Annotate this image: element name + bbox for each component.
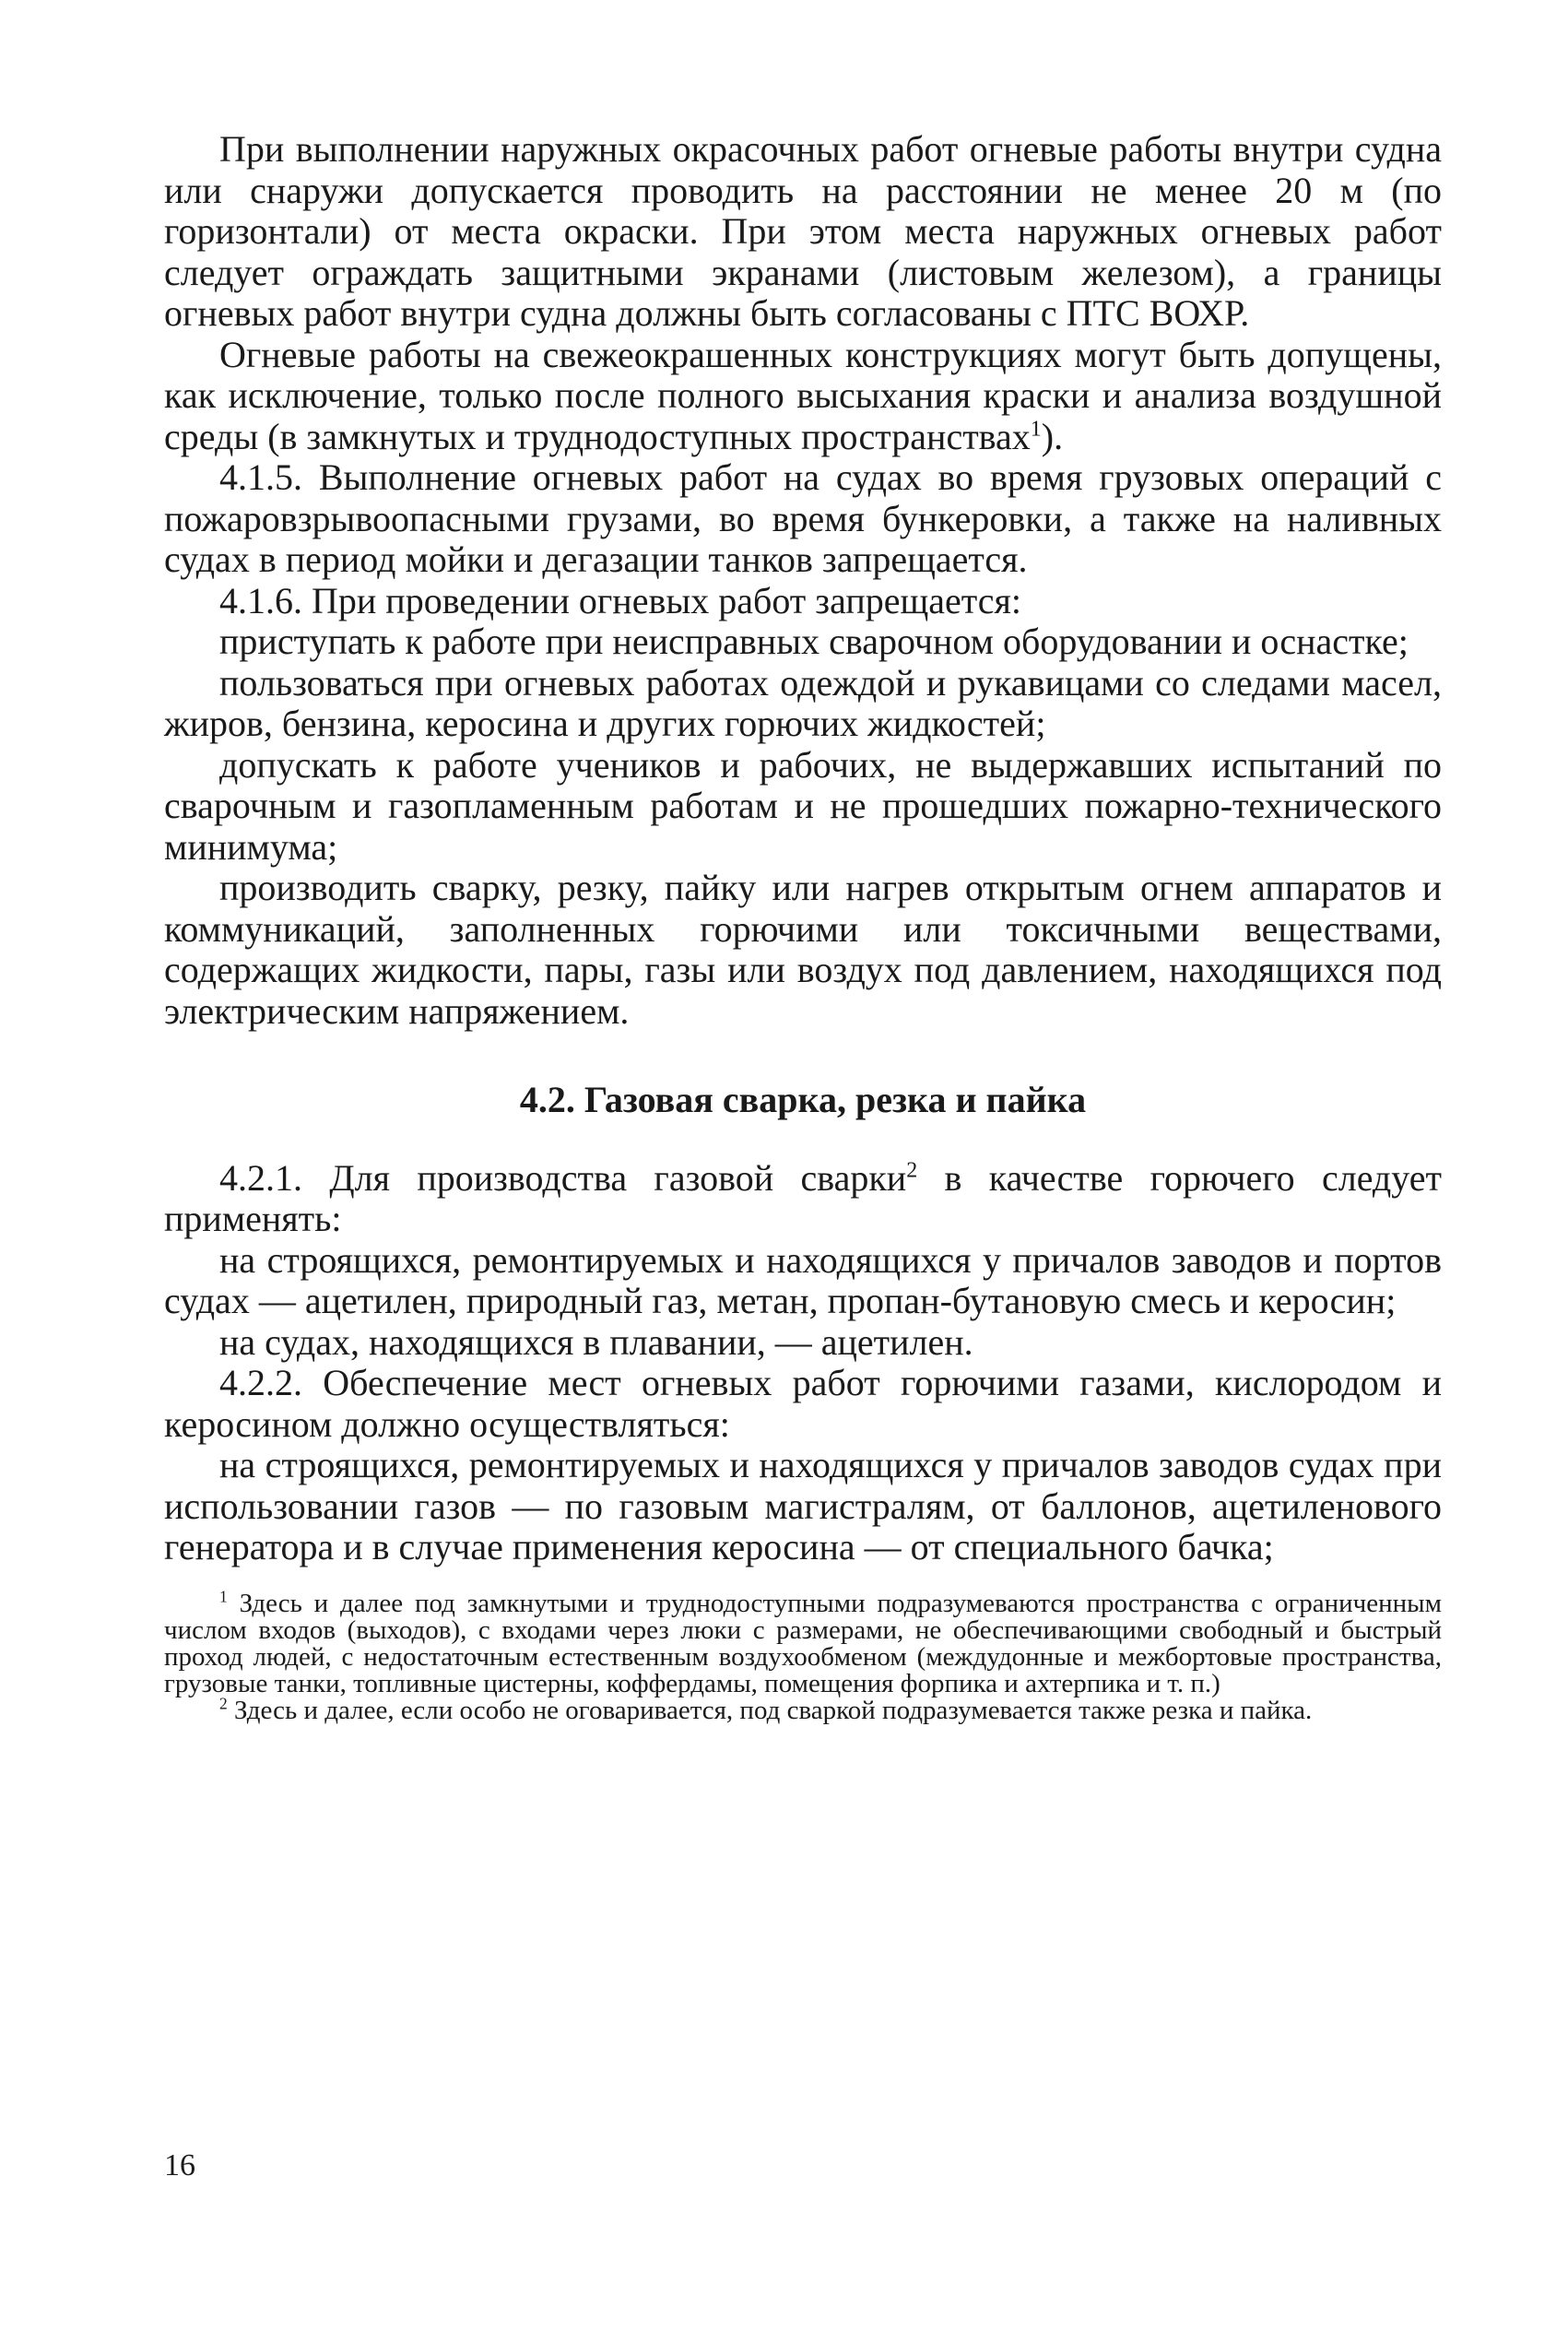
list-item: допускать к работе учеников и рабочих, не выдержавших испытаний по сварочным и газопламенным работам и не прошедших пожарно-технического минимума; — [164, 743, 1442, 868]
footnote — [164, 1693, 1442, 1725]
list-item: приступать к работе при неисправных сварочном оборудовании и оснастке; — [219, 621, 1409, 662]
footnote — [164, 1586, 1443, 1698]
list-item: на судах, находящихся в плавании, — ацетилен. — [219, 1320, 973, 1363]
paragraph: 4.1.5. Выполнение огневых работ на судах во время грузовых операций с пожаровзрывоопасными грузами, во время бункеровки, а также на наливных судах в период мойки и дегазации танков запрещается. — [164, 456, 1442, 580]
paragraph: 4.2.2. Обеспечение мест огневых работ горючими газами, кислородом и керосином должно осуществляться: — [164, 1362, 1442, 1445]
paragraph-text: 4.2.1. Для производства газовой сварки — [219, 1156, 907, 1199]
paragraph — [164, 1158, 1442, 1240]
list-item: на строящихся, ремонтируемых и находящихся у причалов заводов и портов судах — ацетилен, природный газ, метан, пропан-бутановую смесь и керосин; — [164, 1238, 1442, 1321]
paragraph: При выполнении наружных окрасочных работ огневые работы внутри судна или снаружи допускается проводить на расстоянии не менее 20 м (по горизонтали) от места окраски. При этом места наружных огневых работ следует ограждать защитными экранами (листовым железом), а границы огневых работ внутри судна должны быть согласованы с ПТС ВОХР. — [164, 128, 1442, 334]
section-heading: 4.2. Газовая сварка, резка и пайка — [519, 1079, 1087, 1120]
list-item: пользоваться при огневых работах одеждой и рукавицами со следами масел, жиров, бензина, керосина и других горючих жидкостей; — [164, 661, 1442, 744]
document-page — [164, 129, 1442, 1724]
page-number: 16 — [164, 2148, 195, 2182]
paragraph-text: в качестве горючего следует применять: — [164, 1156, 1442, 1239]
paragraph-text: ). — [1041, 415, 1064, 457]
footnote-marker: 2 — [906, 1158, 918, 1183]
paragraph: 4.1.6. При проведении огневых работ запрещается: — [219, 579, 1022, 621]
footnote-marker: 1 — [1030, 417, 1042, 442]
list-item: на строящихся, ремонтируемых и находящихся у причалов заводов судах при использовании газов — по газовым магистралям, от баллонов, ацетиленового генератора и в случае применения керосина — от специального бачка; — [164, 1444, 1442, 1567]
footnote-marker: 2 — [219, 1693, 228, 1712]
footnotes — [164, 1586, 1443, 1725]
paragraph-text: Огневые работы на свежеокрашенных конструкциях могут быть допущены, как исключение, только после полного высыхания краски и анализа воздушной среды (в замкнутых и труднодоступных пространствах — [164, 333, 1442, 457]
footnote-text: Здесь и далее, если особо не оговаривается, под сваркой подразумевается также резка и пайка. — [233, 1695, 1313, 1725]
list-item: производить сварку, резку, пайку или нагрев открытым огнем аппаратов и коммуникаций, заполненных горючими или токсичными веществами, содержащих жидкости, пары, газы или воздух под давлением, находящихся под электрическим напряжением. — [164, 867, 1442, 1032]
paragraph — [164, 335, 1442, 458]
footnote-text: Здесь и далее под замкнутыми и труднодоступными подразумеваются пространства с ограниченным числом входов (выходов), с входами через люки с размерами, не обеспечивающими свободный и быстрый проход людей, с недостаточным естественным воздухообменом (междудонные и межбортовые пространства, грузовые танки, топливные цистерны, коффердамы, помещения форпика и ахтерпика и т. п.) — [164, 1588, 1443, 1698]
footnote-marker: 1 — [219, 1586, 228, 1605]
